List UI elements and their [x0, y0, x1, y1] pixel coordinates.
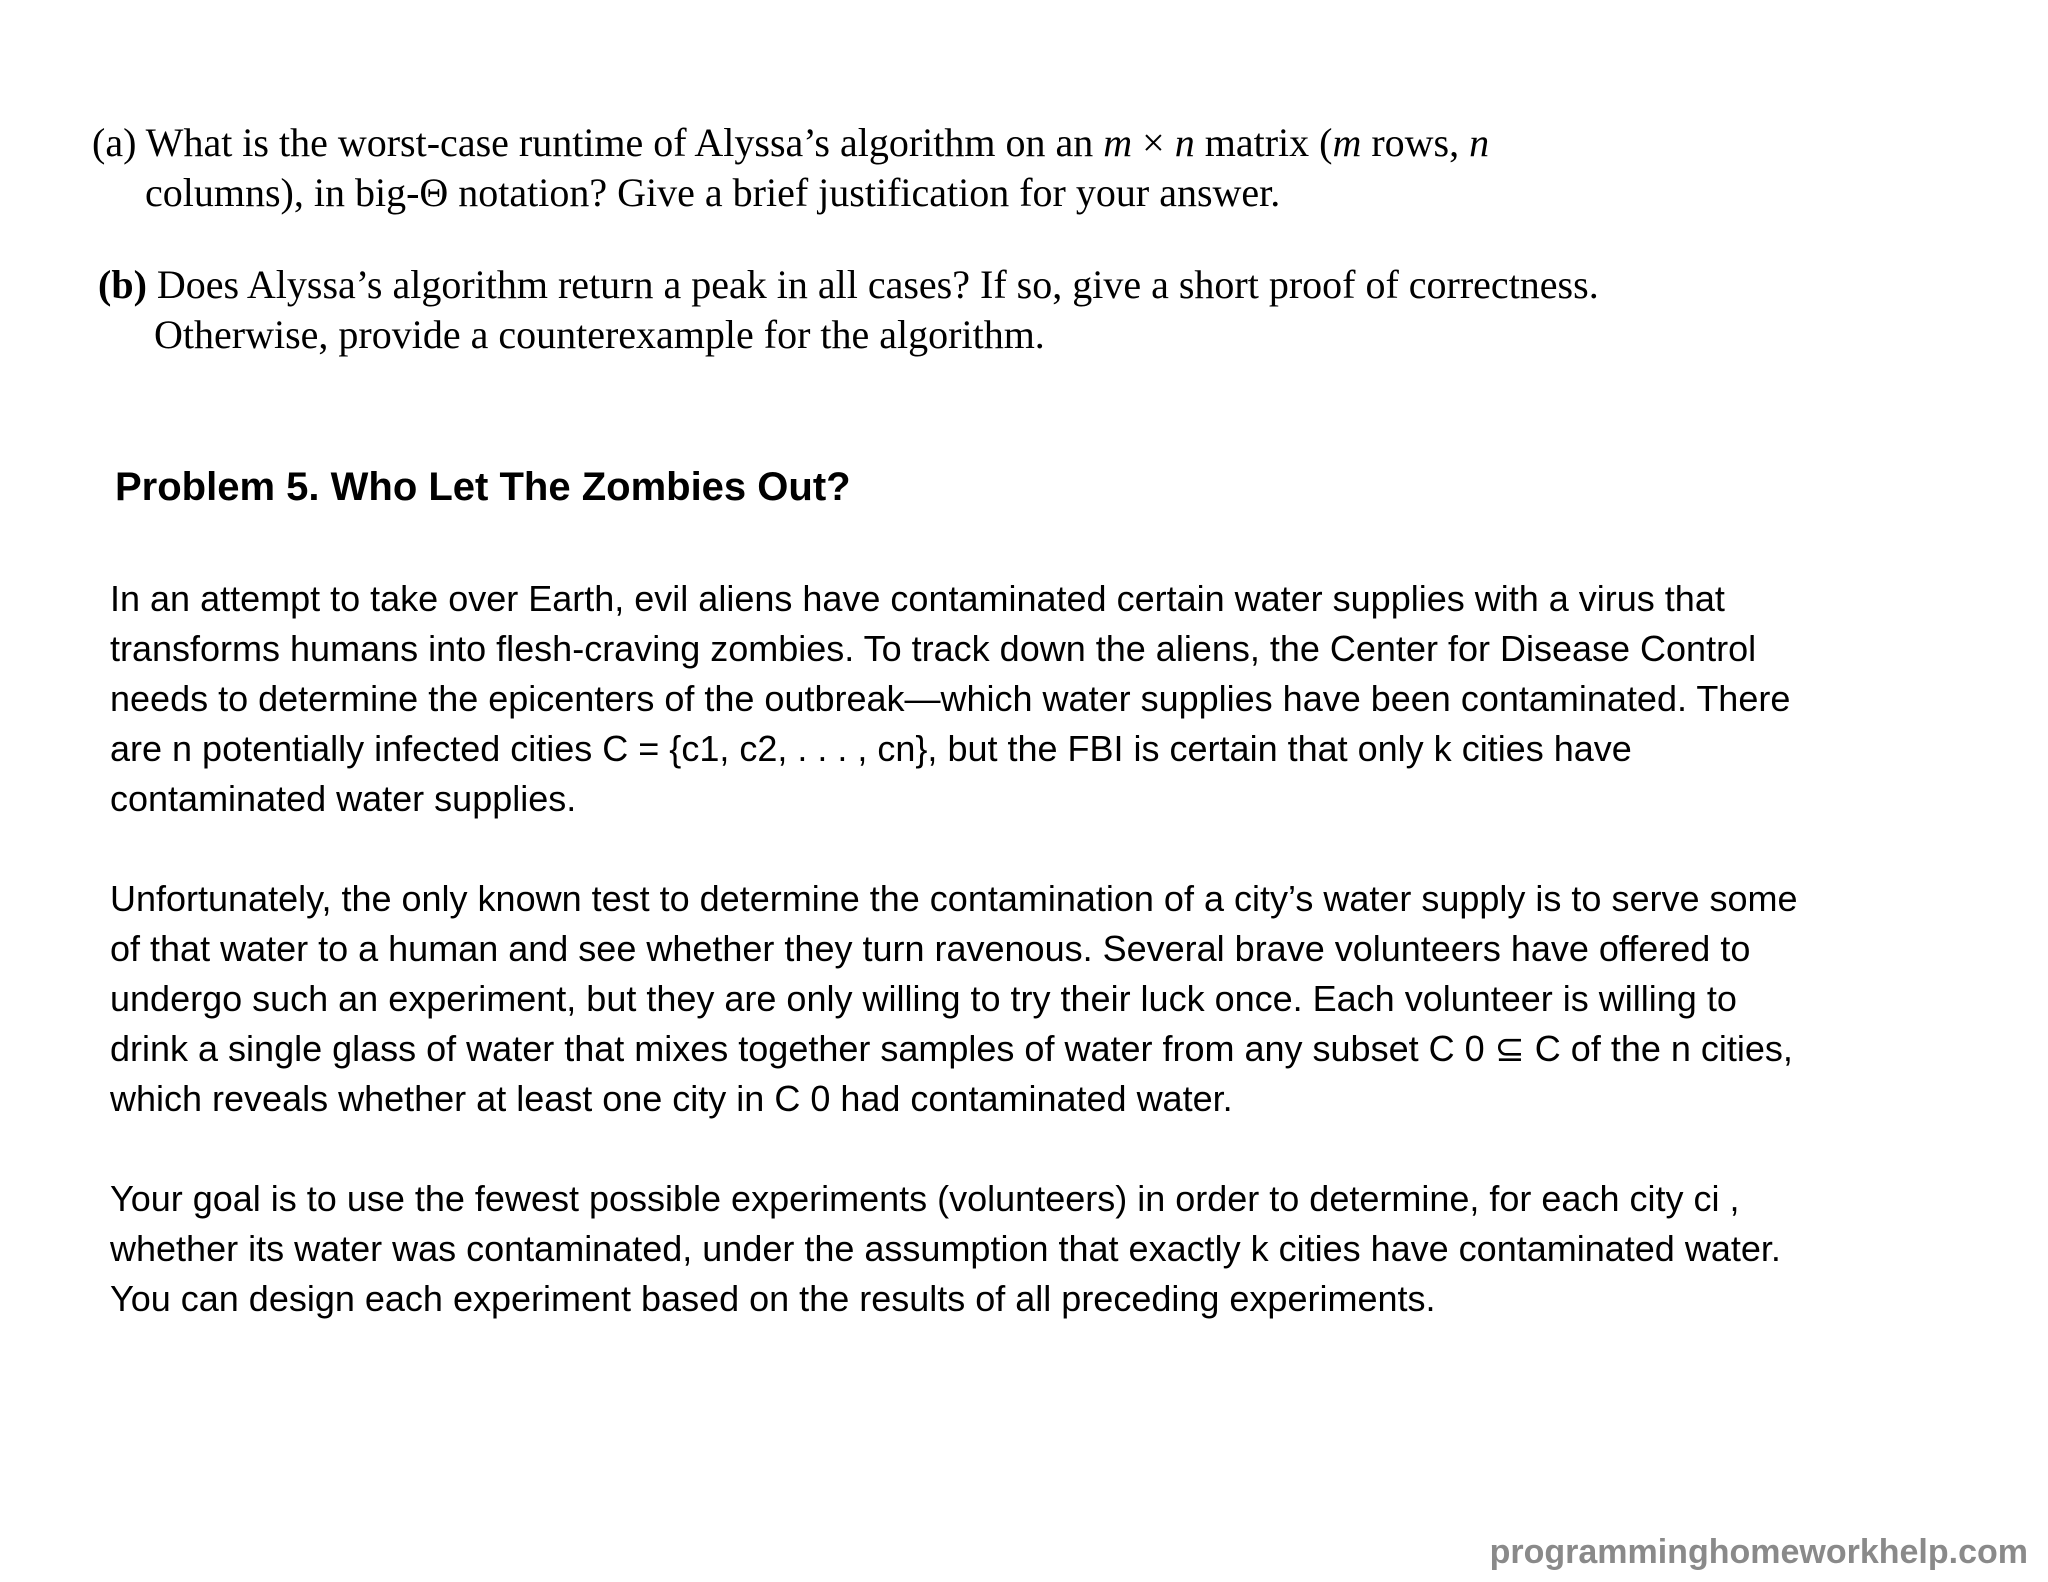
- paragraph-line: drink a single glass of water that mixes together samples of water from any subset C 0 ⊆ C of the n cities,: [110, 1028, 1793, 1069]
- question-b-text-1: Does Alyssa’s algorithm return a peak in all cases? If so, give a short proof of correctness.: [146, 262, 1599, 307]
- math-m: m: [1103, 120, 1133, 165]
- question-a-text-2: matrix (: [1194, 120, 1333, 165]
- paragraph-line: Unfortunately, the only known test to determine the contamination of a city’s water supply is to serve some: [110, 878, 1798, 919]
- paragraph-line: undergo such an experiment, but they are only willing to try their luck once. Each volunteer is willing to: [110, 978, 1737, 1019]
- paragraph-line: You can design each experiment based on the results of all preceding experiments.: [110, 1278, 1436, 1319]
- question-a-line-1: [92, 118, 1489, 168]
- paragraph-line: which reveals whether at least one city in C 0 had contaminated water.: [110, 1078, 1233, 1119]
- paragraph-line: Your goal is to use the fewest possible experiments (volunteers) in order to determine, for each city ci ,: [110, 1178, 1740, 1219]
- paragraph-line: contaminated water supplies.: [110, 778, 577, 819]
- paragraph-line: In an attempt to take over Earth, evil aliens have contaminated certain water supplies with a virus that: [110, 578, 1725, 619]
- paragraph-line: needs to determine the epicenters of the outbreak—which water supplies have been contaminated. There: [110, 678, 1791, 719]
- question-b-label: (b): [98, 262, 147, 307]
- paragraph-line: whether its water was contaminated, under the assumption that exactly k cities have contaminated water.: [110, 1228, 1781, 1269]
- paragraph-line: of that water to a human and see whether they turn ravenous. Several brave volunteers have offered to: [110, 928, 1751, 969]
- question-b-line-1: [98, 260, 1599, 310]
- paragraph-line: transforms humans into flesh-craving zombies. To track down the aliens, the Center for Disease Control: [110, 628, 1757, 669]
- watermark-footer: programminghomeworkhelp.com: [1489, 1533, 2028, 1571]
- math-m-2: m: [1332, 120, 1362, 165]
- math-n: n: [1174, 120, 1195, 165]
- question-a-text-3: rows,: [1361, 120, 1470, 165]
- times-symbol: ×: [1132, 120, 1175, 165]
- paragraph-line: are n potentially infected cities C = {c1, c2, . . . , cn}, but the FBI is certain that only k cities have: [110, 728, 1632, 769]
- math-n-2: n: [1469, 120, 1490, 165]
- problem-title: Problem 5. Who Let The Zombies Out?: [115, 465, 851, 509]
- question-a-line-2: columns), in big-Θ notation? Give a brief justification for your answer.: [145, 170, 1281, 215]
- question-a-label: (a): [92, 120, 137, 165]
- question-b-line-2: Otherwise, provide a counterexample for the algorithm.: [154, 312, 1045, 357]
- question-a-text-1: What is the worst-case runtime of Alyssa’s algorithm on an: [136, 120, 1104, 165]
